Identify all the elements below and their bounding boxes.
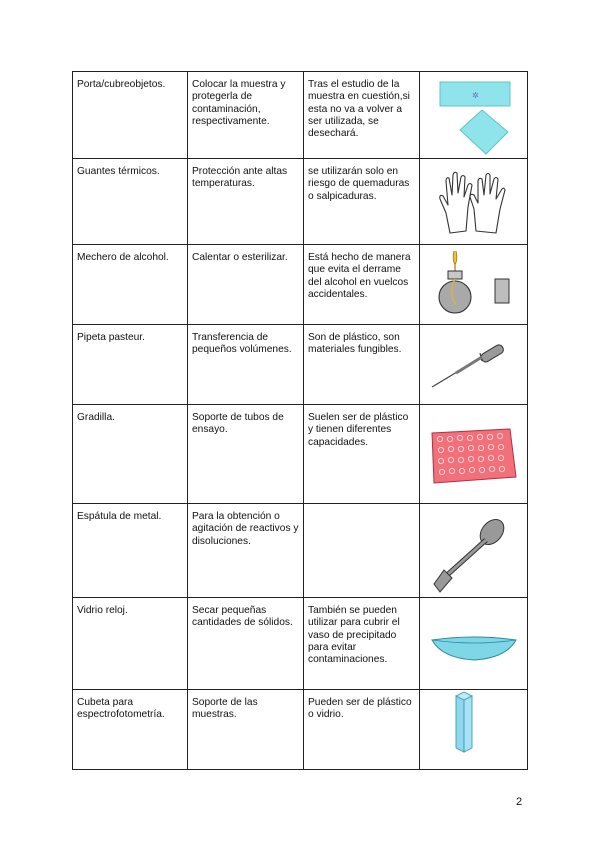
- material-use: Transferencia de pequeños volúmenes.: [188, 325, 304, 405]
- alcohol-burner-icon: [420, 245, 528, 325]
- material-name: Cubeta para espectrofotometría.: [73, 690, 188, 770]
- material-note: Suelen ser de plástico y tienen diferentes capacidades.: [304, 405, 420, 504]
- watch-glass-icon: [420, 598, 528, 690]
- material-note: Está hecho de manera que evita el derrame del alcohol en vuelcos accidentales.: [304, 245, 420, 325]
- page-number: 2: [516, 796, 523, 808]
- material-note: se utilizarán solo en riesgo de quemaduras o salpicaduras.: [304, 159, 420, 245]
- thermal-gloves-icon: [420, 159, 528, 245]
- material-note: Pueden ser de plástico o vidrio.: [304, 690, 420, 770]
- material-use: Protección ante altas temperaturas.: [188, 159, 304, 245]
- svg-text:✲: ✲: [472, 91, 479, 100]
- material-name: Guantes térmicos.: [73, 159, 188, 245]
- material-use: Secar pequeñas cantidades de sólidos.: [188, 598, 304, 690]
- table-row: [73, 690, 528, 770]
- table-row: [73, 325, 528, 405]
- material-note: [304, 504, 420, 598]
- material-use: Soporte de las muestras.: [188, 690, 304, 770]
- material-name: Mechero de alcohol.: [73, 245, 188, 325]
- material-name: Espátula de metal.: [73, 504, 188, 598]
- cuvette-icon: [420, 690, 528, 770]
- metal-spatula-icon: [420, 504, 528, 598]
- material-note: Tras el estudio de la muestra en cuestión,si esta no va a volver a ser utilizada, se desechará.: [304, 72, 420, 159]
- tube-rack-icon: [420, 405, 528, 504]
- table-row: [73, 405, 528, 504]
- material-note: Son de plástico, son materiales fungibles.: [304, 325, 420, 405]
- table-row: [73, 504, 528, 598]
- pasteur-pipette-icon: [420, 325, 528, 405]
- material-use: Soporte de tubos de ensayo.: [188, 405, 304, 504]
- table-row: [73, 245, 528, 325]
- material-name: Vidrio reloj.: [73, 598, 188, 690]
- material-name: Gradilla.: [73, 405, 188, 504]
- material-use: Calentar o esterilizar.: [188, 245, 304, 325]
- table-row: [73, 598, 528, 690]
- table-row: [73, 72, 528, 159]
- material-use: Colocar la muestra y protegerla de contaminación, respectivamente.: [188, 72, 304, 159]
- material-name: Porta/cubreobjetos.: [73, 72, 188, 159]
- slide-coverslip-icon: [420, 72, 528, 159]
- material-use: Para la obtención o agitación de reactivos y disoluciones.: [188, 504, 304, 598]
- material-note: También se pueden utilizar para cubrir el vaso de precipitado para evitar contaminaciones.: [304, 598, 420, 690]
- lab-materials-table: [72, 71, 528, 770]
- material-name: Pipeta pasteur.: [73, 325, 188, 405]
- table-row: [73, 159, 528, 245]
